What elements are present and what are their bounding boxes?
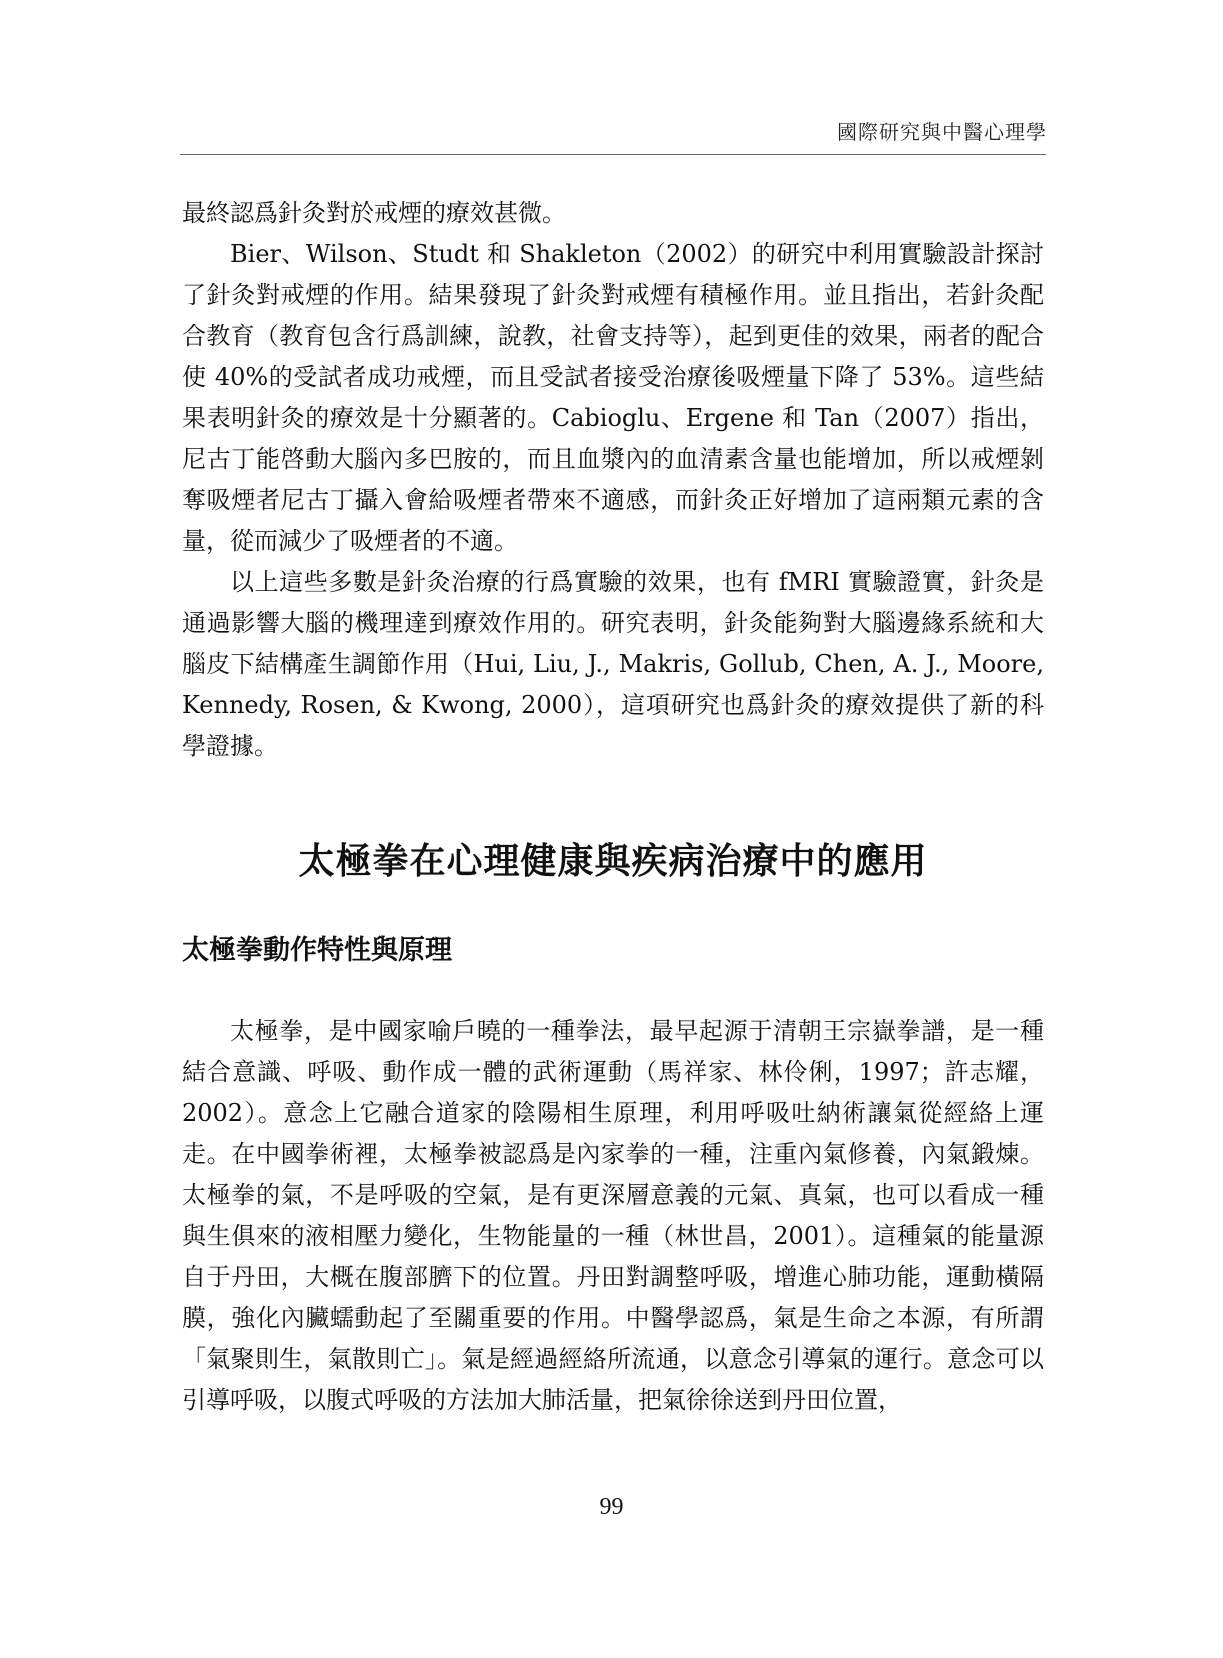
- running-header: 國際研究與中醫心理學: [837, 120, 1047, 144]
- paragraph: 最終認爲針灸對於戒煙的療效甚微。: [182, 199, 566, 227]
- paragraph: 太極拳，是中國家喻戶曉的一種拳法，最早起源于清朝王宗嶽拳譜，是一種結合意識、呼吸、動作成一體的武術運動（馬祥家、林伶俐，1997；許志耀，2002）。意念上它融合道家的陰陽相生原理，利用呼吸吐納術讓氣從經絡上運走。在中國拳術裡，太極拳被認爲是內家拳的一種，注重內氣修養，內氣鍛煉。太極拳的氣，不是呼吸的空氣，是有更深層意義的元氣、真氣，也可以看成一種與生俱來的液相壓力變化，生物能量的一種（林世昌，2001）。這種氣的能量源自于丹田，大概在腹部臍下的位置。丹田對調整呼吸，增進心肺功能，運動橫隔膜，強化內臟蠕動起了至關重要的作用。中醫學認爲，氣是生命之本源，有所謂「氣聚則生，氣散則亡」。氣是經過經絡所流通，以意念引導氣的運行。意念可以引導呼吸，以腹式呼吸的方法加大肺活量，把氣徐徐送到丹田位置，: [182, 1017, 1044, 1414]
- paragraph: Bier、Wilson、Studt 和 Shakleton（2002）的研究中利用實驗設計探討了針灸對戒煙的作用。結果發現了針灸對戒煙有積極作用。並且指出，若針灸配合教育（教育包含行爲訓練，說教，社會支持等），起到更佳的效果，兩者的配合使 40%的受試者成功戒煙，而且受試者接受治療後吸煙量下降了 53%。這些結果表明針灸的療效是十分顯著的。Cabioglu、Ergene 和 Tan（2007）指出，尼古丁能啓動大腦內多巴胺的，而且血漿內的血清素含量也能增加，所以戒煙剝奪吸煙者尼古丁攝入會給吸煙者帶來不適感，而針灸正好增加了這兩類元素的含量，從而減少了吸煙者的不適。: [182, 240, 1044, 555]
- section-title: 太極拳動作特性與原理: [182, 935, 452, 966]
- header-divider: [180, 154, 1046, 155]
- chapter-title: 太極拳在心理健康與疾病治療中的應用: [298, 841, 928, 882]
- page-number: 99: [599, 1494, 624, 1520]
- body-text-top: [182, 193, 1044, 767]
- body-text-section: [182, 1011, 1044, 1421]
- paragraph: 以上這些多數是針灸治療的行爲實驗的效果，也有 fMRI 實驗證實，針灸是通過影響大腦的機理達到療效作用的。研究表明，針灸能夠對大腦邊緣系統和大腦皮下結構產生調節作用（Hui, Liu, J., Makris, Gollub, Chen, A. J., Moore, Kennedy, Rosen, & Kwong, 2000），這項研究也爲針灸的療效提供了新的科學證據。: [182, 568, 1044, 760]
